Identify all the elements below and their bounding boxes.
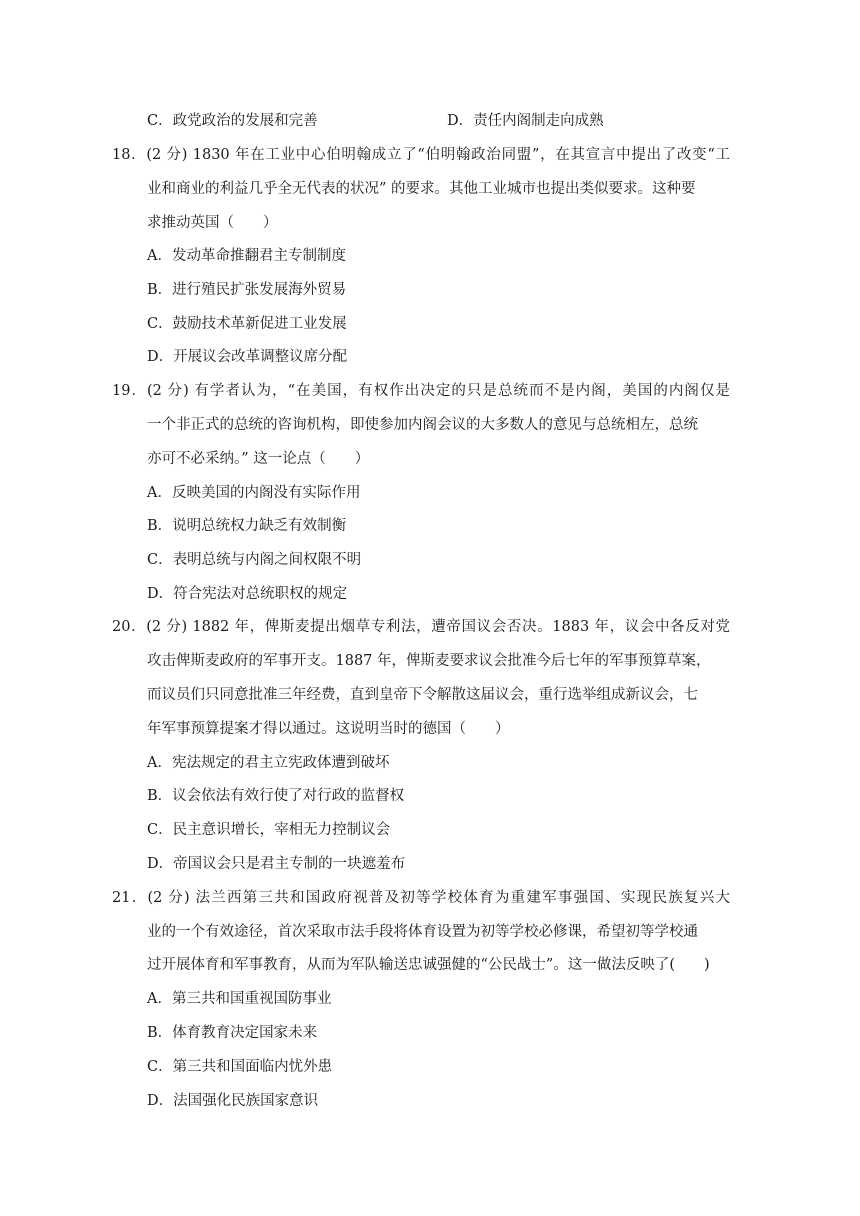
q20-option-a: A．宪法规定的君主立宪政体遭到破坏 <box>147 755 390 771</box>
q20-option-d: D．帝国议会只是君主专制的一块遮羞布 <box>147 856 406 872</box>
q19-stem-line-1: 19．(2 分) 有学者认为，“在美国，有权作出决定的只是总统而不是内阁，美国的内阁仅是 <box>112 383 730 399</box>
q18-stem-line-1: 18．(2 分) 1830 年在工业中心伯明翰成立了“伯明翰政治同盟”，在其宣言中提出了改变“工 <box>112 147 730 163</box>
q19-option-a: A．反映美国的内阁没有实际作用 <box>147 485 361 501</box>
q20-stem-line-3: 而议员们只同意批准三年经费，直到皇帝下令解散这届议会，重行选举组成新议会，七 <box>147 687 698 703</box>
q21-stem-line-3: 过开展体育和军事教育，从而为军队输送忠诚强健的“公民战士”。这一做法反映了( ) <box>147 957 710 973</box>
q18-option-d: D．开展议会改革调整议席分配 <box>147 349 348 365</box>
q18-option-c: C．鼓励技术革新促进工业发展 <box>147 316 347 332</box>
q21-stem-line-2: 业的一个有效途径，首次采取市法手段将体育设置为初等学校必修课，希望初等学校通 <box>147 924 698 940</box>
q20-stem-line-1: 20．(2 分) 1882 年，俾斯麦提出烟草专利法，遭帝国议会否决。1883 年，议会中各反对党 <box>112 619 730 635</box>
q19-stem-line-2: 一个非正式的总统的咨询机构，即使参加内阁会议的大多数人的意见与总统相左，总统 <box>147 417 698 433</box>
q21-stem-line-1: 21．(2 分) 法兰西第三共和国政府视普及初等学校体育为重建军事强国、实现民族复兴大 <box>112 890 730 906</box>
q17-option-d: D．责任内阁制走向成熟 <box>447 113 604 129</box>
q21-option-a: A．第三共和国重视国防事业 <box>147 991 332 1007</box>
q20-option-c: C．民主意识增长，宰相无力控制议会 <box>147 822 391 838</box>
q21-option-d: D．法国强化民族国家意识 <box>147 1093 319 1109</box>
q19-option-c: C．表明总统与内阁之间权限不明 <box>147 552 362 568</box>
q20-stem-line-4: 年军事预算提案才得以通过。这说明当时的德国（ ） <box>147 721 510 737</box>
q18-option-b: B．进行殖民扩张发展海外贸易 <box>147 282 347 298</box>
q20-option-b: B．议会依法有效行使了对行政的监督权 <box>147 788 405 804</box>
q18-option-a: A．发动革命推翻君主专制制度 <box>147 248 346 264</box>
q19-option-b: B．说明总统权力缺乏有效制衡 <box>147 518 347 534</box>
q19-option-d: D．符合宪法对总统职权的规定 <box>147 586 348 602</box>
q21-option-b: B．体育教育决定国家未来 <box>147 1025 318 1041</box>
q20-stem-line-2: 攻击俾斯麦政府的军事开支。1887 年，俾斯麦要求议会批准今后七年的军事预算草案， <box>147 653 711 669</box>
q21-option-c: C．第三共和国面临内忧外患 <box>147 1059 333 1075</box>
q18-stem-line-2: 业和商业的利益几乎全无代表的状况” 的要求。其他工业城市也提出类似要求。这种要 <box>147 181 696 197</box>
q17-option-c: C．政党政治的发展和完善 <box>147 113 318 129</box>
q19-stem-line-3: 亦可不必采纳。” 这一论点（ ） <box>147 451 370 467</box>
q18-stem-line-3: 求推动英国（ ） <box>147 215 278 231</box>
